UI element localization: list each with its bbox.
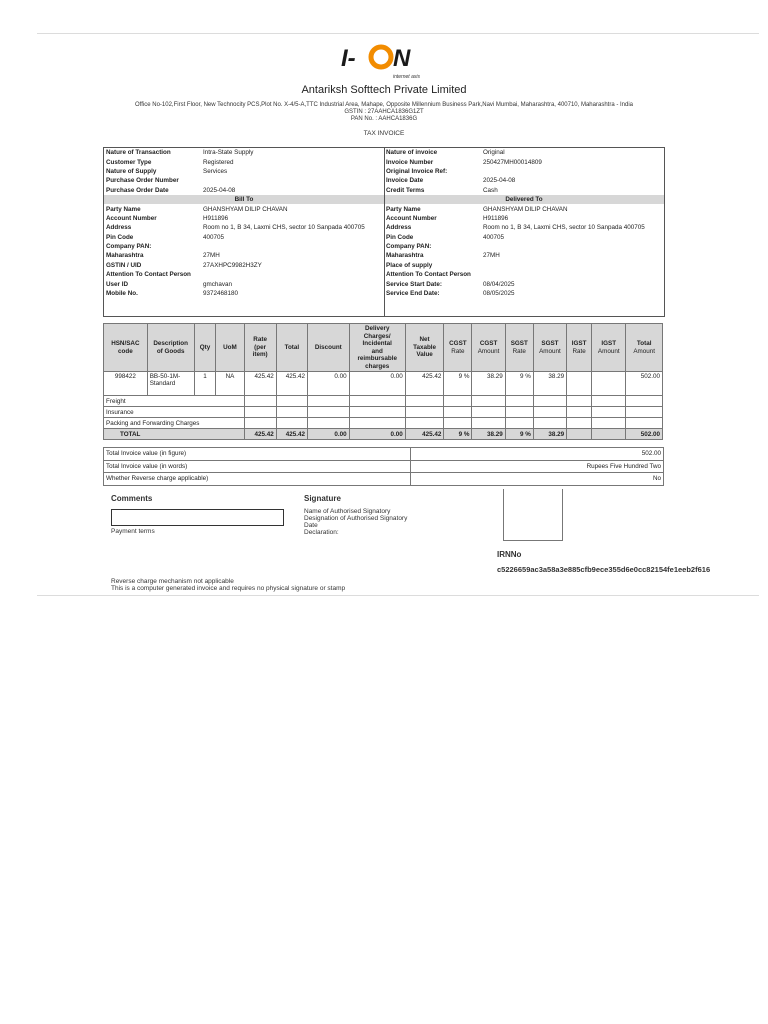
label: Address: [386, 224, 412, 232]
payment-terms: Payment terms: [111, 528, 155, 535]
label: Party Name: [386, 205, 421, 213]
col-hsn: HSN/SAC code: [104, 324, 148, 372]
cell: NA: [216, 372, 244, 396]
value: 2025-04-08: [483, 177, 516, 185]
value: [201, 176, 384, 185]
cell: 425.42: [276, 429, 307, 440]
label: Invoice Date: [386, 177, 424, 185]
value: 27MH: [483, 252, 500, 260]
cell: 38.29: [533, 372, 566, 396]
footer-note-reverse-charge: Reverse charge mechanism not applicable: [111, 578, 234, 585]
col-qty: Qty: [194, 324, 216, 372]
label: Pin Code: [106, 233, 134, 241]
col-igst-amount: IGST Amount: [592, 324, 626, 372]
col-total: Total: [276, 324, 307, 372]
cell: [592, 372, 626, 396]
label: Pin Code: [386, 233, 414, 241]
label: Attention To Contact Person: [106, 271, 191, 279]
bill-to-header: Bill To: [104, 195, 384, 204]
cell: 425.42: [405, 372, 444, 396]
cell: 425.42: [405, 429, 444, 440]
value: 27AXHPC9982H3ZY: [203, 261, 262, 269]
value: H911896: [203, 214, 229, 222]
value: 2025-04-08: [203, 186, 236, 194]
signatory-designation: Designation of Authorised Signatory: [304, 515, 408, 522]
label: Nature of Transaction: [106, 149, 171, 157]
label: Original Invoice Ref:: [386, 167, 448, 175]
cell: 9 %: [444, 429, 472, 440]
value: Cash: [483, 186, 498, 194]
value: Room no 1, B 34, Laxmi CHS, sector 10 Sanpada 400705: [203, 224, 365, 232]
col-rate: Rate (per item): [244, 324, 276, 372]
cell: [567, 372, 592, 396]
value: 400705: [203, 233, 225, 241]
cell: 38.29: [472, 372, 505, 396]
label: Account Number: [106, 214, 157, 222]
label: User ID: [106, 280, 129, 288]
summary-value: 502.00: [411, 448, 664, 461]
summary-label: Total Invoice value (in words): [104, 460, 411, 473]
col-cgst-rate: CGST Rate: [444, 324, 472, 372]
col-sgst-rate: SGST Rate: [505, 324, 533, 372]
cell: 502.00: [626, 372, 663, 396]
table-row: [104, 396, 663, 407]
comments-title: Comments: [111, 494, 153, 503]
label: Company PAN:: [386, 243, 432, 251]
value: [481, 167, 664, 176]
cell: BB-50-1M-Standard: [147, 372, 194, 396]
value: Services: [203, 167, 228, 175]
value: Intra-State Supply: [203, 149, 254, 157]
irn-value: c5226659ac3a58a3e885cfb9ece355d6e0cc82154fe1eeb2f616: [497, 565, 711, 574]
label: Service Start Date:: [386, 280, 442, 288]
label: Account Number: [386, 214, 437, 222]
value: GHANSHYAM DILIP CHAVAN: [483, 205, 568, 213]
cell: 9 %: [505, 372, 533, 396]
label: Nature of invoice: [386, 149, 438, 157]
table-row: [104, 418, 663, 429]
row-label: Insurance: [104, 407, 245, 418]
invoice-info-block: [103, 147, 665, 317]
cell: 1: [194, 372, 216, 396]
label: Maharashtra: [386, 252, 424, 260]
value: [481, 261, 664, 270]
company-logo: [335, 38, 435, 82]
cell: 38.29: [533, 429, 566, 440]
label: Nature of Supply: [106, 167, 157, 175]
value: [201, 242, 384, 251]
value: 9372468180: [203, 290, 239, 298]
signature-title: Signature: [304, 494, 341, 503]
value: Original: [483, 149, 505, 157]
value: H911896: [483, 214, 509, 222]
table-row: [104, 473, 664, 486]
value: 08/04/2025: [483, 280, 515, 288]
label: Customer Type: [106, 158, 152, 166]
comments-box: [111, 509, 284, 526]
invoice-summary-table: [103, 447, 664, 486]
company-address: Office No-102,First Floor, New Technocity PCS,Plot No. X-4/5-A,TTC Industrial Area, Mahape, Opposite Millennium Business Park,Navi Mumbai, Maharashtra, 400710, Maharashtra - India: [135, 102, 633, 108]
total-label: TOTAL: [104, 429, 245, 440]
summary-label: Whether Reverse charge applicable): [104, 473, 411, 486]
cell: 0.00: [349, 429, 405, 440]
signature-date: Date: [304, 522, 318, 529]
cell: 998422: [104, 372, 148, 396]
col-total-amount: Total Amount: [626, 324, 663, 372]
label: Service End Date:: [386, 290, 440, 298]
col-sgst-amount: SGST Amount: [533, 324, 566, 372]
value: Room no 1, B 34, Laxmi CHS, sector 10 Sanpada 400705: [483, 224, 645, 232]
col-discount: Discount: [307, 324, 349, 372]
company-pan: PAN No. : AAHCA1836G: [350, 116, 418, 122]
label: Purchase Order Date: [106, 186, 169, 194]
top-rule: [37, 33, 759, 34]
irn-label: IRNNo: [497, 550, 522, 559]
cell: [592, 429, 626, 440]
document-title: TAX INVOICE: [363, 130, 405, 137]
company-gstin: GSTIN : 27AAHCA1836G1ZT: [344, 109, 424, 115]
value: GHANSHYAM DILIP CHAVAN: [203, 205, 288, 213]
value: 250427MH00014809: [483, 158, 542, 166]
value: Registered: [203, 158, 234, 166]
label: Maharashtra: [106, 252, 144, 260]
col-uom: UoM: [216, 324, 244, 372]
col-cgst-amount: CGST Amount: [472, 324, 505, 372]
label: GSTIN / UID: [106, 261, 142, 269]
label: Company PAN:: [106, 243, 152, 251]
total-row: [104, 429, 663, 440]
cell: 38.29: [472, 429, 505, 440]
label: Address: [106, 224, 132, 232]
table-row: [104, 448, 664, 461]
cell: 425.42: [276, 372, 307, 396]
cell: 0.00: [307, 372, 349, 396]
col-description: Description of Goods: [147, 324, 194, 372]
cell: [567, 429, 592, 440]
cell: 0.00: [307, 429, 349, 440]
value: gmchavan: [203, 280, 233, 288]
svg-text:I-: I-: [341, 45, 356, 72]
signatory-name: Name of Authorised Signatory: [304, 508, 391, 515]
svg-text:N: N: [393, 45, 411, 72]
col-net-taxable: Net Taxable Value: [405, 324, 444, 372]
cell: 502.00: [626, 429, 663, 440]
svg-text:internet axis: internet axis: [393, 74, 420, 80]
value: 400705: [483, 233, 505, 241]
label: Attention To Contact Person: [386, 271, 471, 279]
summary-value: No: [411, 473, 664, 486]
value: 27MH: [203, 252, 220, 260]
cell: 9 %: [505, 429, 533, 440]
row-label: Packing and Forwarding Charges: [104, 418, 245, 429]
label: Place of supply: [386, 261, 433, 269]
value: [201, 270, 384, 279]
label: Purchase Order Number: [106, 177, 179, 185]
table-row: [104, 372, 663, 396]
table-row: [104, 407, 663, 418]
label: Mobile No.: [106, 290, 138, 298]
summary-value: Rupees Five Hundred Two: [411, 460, 664, 473]
row-label: Freight: [104, 396, 245, 407]
col-delivery: Delivery Charges/ Incidental and reimbursable charges: [349, 324, 405, 372]
cell: 9 %: [444, 372, 472, 396]
value: 08/05/2025: [483, 290, 515, 298]
label: Party Name: [106, 205, 141, 213]
items-header-row: [104, 324, 663, 372]
bottom-rule: [37, 595, 759, 596]
delivered-to-header: Delivered To: [384, 195, 664, 204]
label: Credit Terms: [386, 186, 425, 194]
company-name: Antariksh Softtech Private Limited: [301, 84, 467, 96]
stamp-box: [503, 489, 563, 541]
footer-note-computer-generated: This is a computer generated invoice and requires no physical signature or stamp: [111, 585, 346, 592]
value: [481, 242, 664, 251]
declaration: Declaration:: [304, 529, 339, 536]
label: Invoice Number: [386, 158, 434, 166]
value: [481, 270, 664, 279]
col-igst-rate: IGST Rate: [567, 324, 592, 372]
summary-label: Total Invoice value (in figure): [104, 448, 411, 461]
cell: 0.00: [349, 372, 405, 396]
cell: 425.42: [244, 372, 276, 396]
table-row: [104, 460, 664, 473]
items-table: [103, 323, 663, 440]
cell: 425.42: [244, 429, 276, 440]
